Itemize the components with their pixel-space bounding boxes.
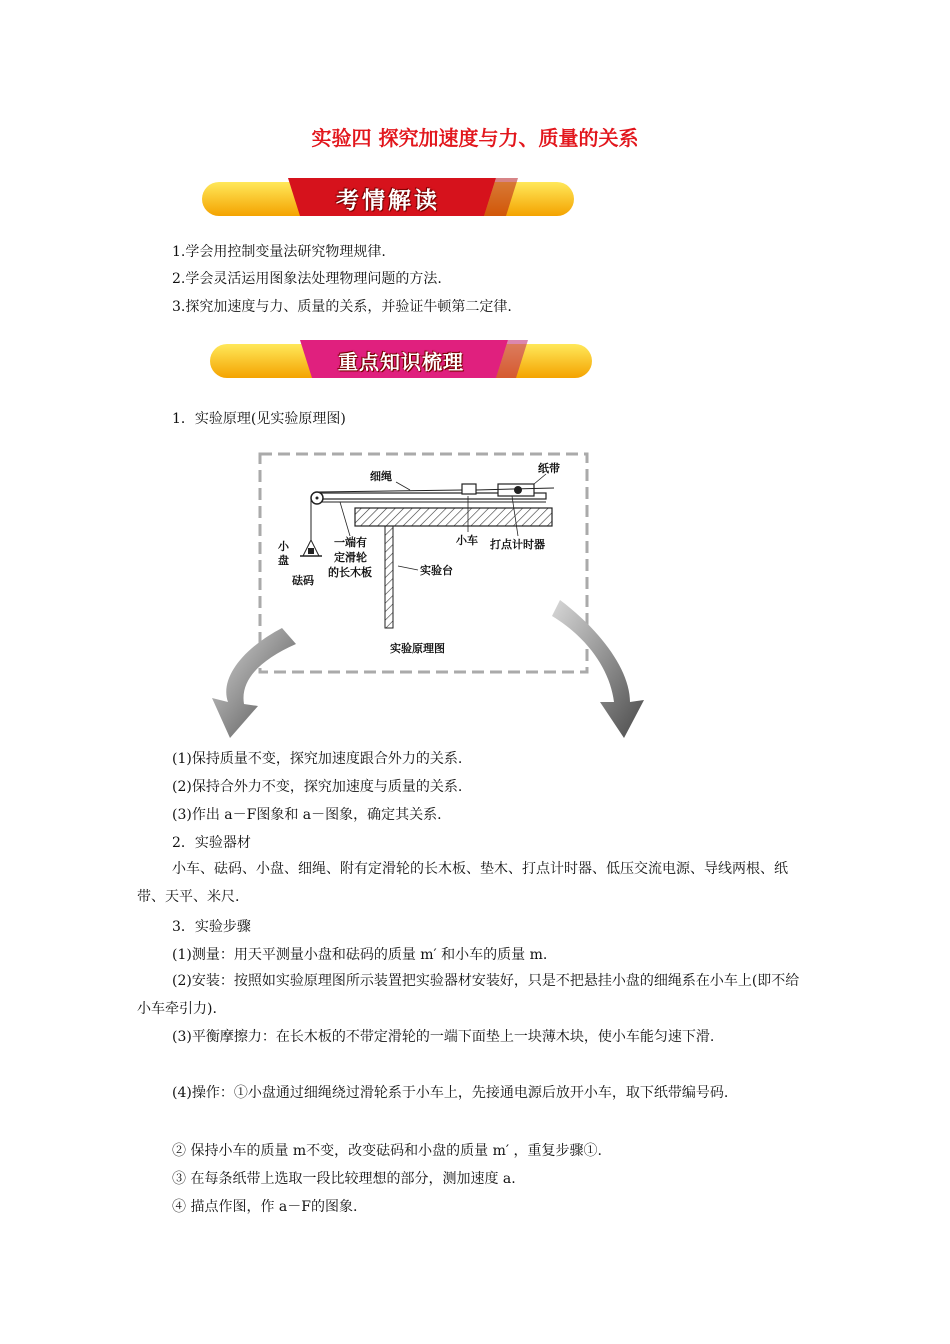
equipment-list: 小车、砝码、小盘、细绳、附有定滑轮的长木板、垫木、打点计时器、低压交流电源、导线两根、纸带、天平、米尺. [137, 861, 788, 905]
label-tape: 纸带 [538, 462, 560, 475]
label-board-2: 定滑轮 [334, 551, 367, 564]
objective-2: 2.学会灵活运用图象法处理物理问题的方法. [172, 271, 442, 287]
step-1: (1)测量：用天平测量小盘和砝码的质量 m′ 和小车的质量 m. [172, 947, 548, 963]
label-rope: 细绳 [370, 470, 392, 483]
label-pan-1: 小 [278, 540, 289, 553]
step-4-c: ③ 在每条纸带上选取一段比较理想的部分，测加速度 a. [172, 1171, 516, 1187]
banner-title: 考情解读 [336, 187, 440, 214]
banner-title: 重点知识梳理 [338, 349, 464, 374]
rope-line [317, 490, 462, 492]
step-2: (2)安装：按照如实验原理图所示装置把实验器材安装好，只是不把悬挂小盘的细绳系在小车上(即不给小车牵引力). [137, 973, 800, 1017]
principle-item-2: (2)保持合外力不变，探究加速度与质量的关系. [172, 779, 463, 795]
arrow-right-icon [552, 600, 644, 738]
table-leg [385, 526, 393, 628]
objective-3: 3.探究加速度与力、质量的关系，并验证牛顿第二定律. [172, 299, 512, 315]
page-title: 实验四 探究加速度与力、质量的关系 [311, 126, 639, 150]
cart-icon [462, 484, 476, 494]
step-4-b: ② 保持小车的质量 m不变，改变砝码和小盘的质量 m′ ，重复步骤①. [172, 1143, 602, 1159]
label-cart: 小车 [456, 534, 478, 547]
arrow-left-icon [212, 628, 296, 738]
section-heading-steps: 3．实验步骤 [172, 919, 251, 935]
label-board-1: 一端有 [334, 536, 367, 549]
label-weights: 砝码 [292, 574, 314, 587]
label-table: 实验台 [420, 564, 453, 577]
experiment-diagram [200, 440, 670, 740]
section-heading-equipment: 2．实验器材 [172, 835, 251, 851]
step-4: (4)操作：①小盘通过细绳绕过滑轮系于小车上，先接通电源后放开小车，取下纸带编号码. [172, 1085, 729, 1101]
label-timer: 打点计时器 [490, 538, 545, 551]
table-top [355, 508, 552, 526]
step-3: (3)平衡摩擦力：在长木板的不带定滑轮的一端下面垫上一块薄木块，使小车能匀速下滑. [172, 1029, 715, 1045]
banner-key-points [208, 338, 594, 382]
diagram-caption: 实验原理图 [390, 642, 445, 655]
section-heading-principle: 1．实验原理(见实验原理图) [172, 411, 346, 427]
label-pan-2: 盘 [278, 554, 289, 567]
diagram-frame [260, 454, 587, 672]
label-board-3: 的长木板 [328, 566, 372, 579]
step-4-d: ④ 描点作图，作 a－F的图象. [172, 1199, 358, 1215]
banner-exam-analysis [200, 176, 576, 220]
objective-1: 1.学会用控制变量法研究物理规律. [172, 244, 386, 260]
principle-item-1: (1)保持质量不变，探究加速度跟合外力的关系. [172, 751, 463, 767]
principle-item-3: (3)作出 a－F图象和 a－图象，确定其关系. [172, 807, 442, 823]
